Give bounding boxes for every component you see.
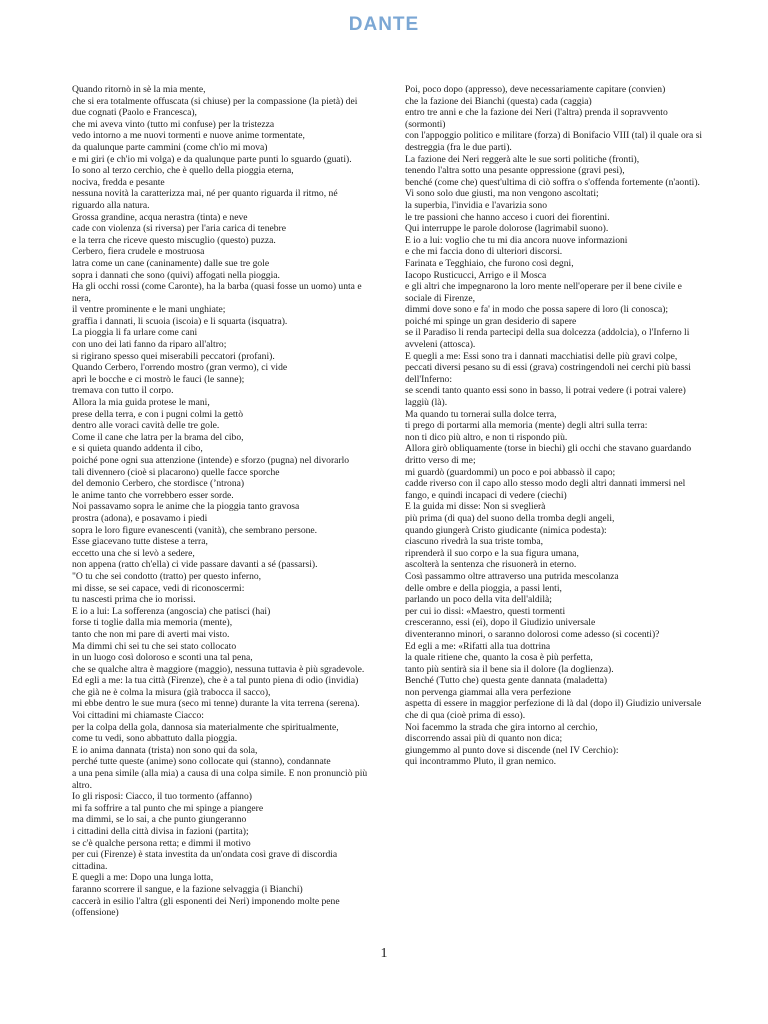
- verse-line: che se qualche altra è maggiore (maggio), nessuna tuttavia è più sgradevole.: [72, 663, 365, 675]
- verse-line: peccati diversi pesano su di essi (grava) costringendoli nei cerchi più bassi dell'Inferno:: [405, 362, 694, 385]
- verse-line: tenendo l'altra sotto una pesante oppressione (gravi pesi),: [405, 165, 625, 177]
- verse-line: se c'è qualche persona retta; e dimmi il motivo: [72, 837, 251, 849]
- verse-line: delle ombre e della pioggia, a passi lenti,: [405, 582, 562, 594]
- verse-line: le tre passioni che hanno acceso i cuori dei fiorentini.: [405, 211, 610, 223]
- verse-line: Farinata e Tegghiaio, che furono così degni,: [405, 257, 574, 269]
- verse-line: con l'appoggio politico e militare (forza) di Bonifacio VIII (tal) il quale ora si destreggia (fra le due parti).: [405, 130, 705, 153]
- verse-line: E io a lui: voglio che tu mi dia ancora nuove informazioni: [405, 234, 628, 246]
- verse-line: giungemmo al punto dove si discende (nel IV Cerchio):: [405, 744, 619, 756]
- verse-line: Così passammo oltre attraverso una putrida mescolanza: [405, 570, 619, 582]
- verse-line: se scendi tanto quanto essi sono in basso, li potrai vedere (i potrai valere) laggiù (là).: [405, 385, 689, 409]
- verse-line: Quando Cerbero, l'orrendo mostro (gran vermo), ci vide: [72, 362, 288, 374]
- verse-line: da qualunque parte cammini (come ch'io mi mova): [72, 141, 268, 153]
- verse-line: La pioggia li fa urlare come cani: [72, 327, 198, 339]
- verse-line: Noi passavamo sopra le anime che la pioggia tanto gravosa: [72, 501, 300, 513]
- verse-line: Io sono al terzo cerchio, che è quello della pioggia eterna,: [72, 165, 294, 177]
- verse-line: Ma quando tu tornerai sulla dolce terra,: [405, 408, 557, 420]
- verse-line: in un luogo così doloroso e sconti una tal pena,: [72, 652, 253, 664]
- verse-line: tanto più sentirà sia il bene sia il dolore (la doglienza).: [405, 663, 614, 675]
- verse-line: prese della terra, e con i pugni colmi la gettò: [72, 408, 244, 420]
- verse-line: dentro alle voraci cavità delle tre gole.: [72, 420, 220, 432]
- verse-line: cade con violenza (si riversa) per l'aria carica di tenebre: [72, 223, 286, 235]
- verse-line: Vi sono solo due giusti, ma non vengono ascoltati;: [405, 188, 599, 200]
- verse-line: parlando un poco della vita dell'aldilà;: [405, 594, 552, 606]
- verse-line: che già ne è colma la misura (già trabocca il sacco),: [72, 686, 271, 698]
- verse-line: e mi giri (e ch'io mi volga) e da qualunque parte punti lo sguardo (guati).: [72, 153, 352, 165]
- left-text-column: [72, 84, 370, 919]
- verse-line: Ed egli a me: «Rifatti alla tua dottrina: [405, 640, 551, 652]
- verse-line: non appena (ratto ch'ella) ci vide passare davanti a sé (passarsi).: [72, 559, 318, 571]
- verse-line: benché (come che) quest'ultima di ciò soffra o s'offenda fortemente (n'aonti).: [405, 176, 700, 188]
- right-text-column: [405, 84, 703, 768]
- verse-line: E io anima dannata (trista) non sono qui da sola,: [72, 744, 258, 756]
- verse-line: eccetto una che si levò a sedere,: [72, 547, 195, 559]
- verse-line: mi ebbe dentro le sue mura (seco mi tenne) durante la vita terrena (serena).: [72, 698, 360, 710]
- verse-line: Cerbero, fiera crudele e mostruosa: [72, 246, 205, 258]
- verse-line: Quando ritornò in sè la mia mente,: [72, 84, 206, 95]
- verse-line: aspetta di essere in maggior perfezione di là dal (dopo il) Giudizio universale che di qua (cioè prima di esso).: [405, 698, 704, 722]
- verse-line: caccerà in esilio l'altra (gli esponenti dei Neri) imponendo molte pene (offensione): [72, 895, 342, 919]
- verse-line: con uno dei lati fanno da riparo all'altro;: [72, 339, 227, 351]
- verse-line: nociva, fredda e pesante: [72, 176, 165, 188]
- verse-line: entro tre anni e che la fazione dei Neri (l'altra) prenda il sopravvento (sormonti): [405, 107, 671, 130]
- verse-line: a una pena simile (alla mia) a causa di una colpa simile. E non pronunciò più altro.: [72, 768, 370, 791]
- verse-line: Ma dimmi chi sei tu che sei stato collocato: [72, 640, 237, 652]
- verse-line: tali divennero (cioè si placarono) quelle facce sporche: [72, 466, 280, 478]
- verse-line: Voi cittadini mi chiamaste Ciacco:: [72, 710, 204, 722]
- verse-line: Benché (Tutto che) questa gente dannata (maladetta): [405, 675, 608, 687]
- verse-line: più prima (di qua) del suono della tromba degli angeli,: [405, 512, 615, 524]
- verse-line: e si quieta quando addenta il cibo,: [72, 443, 203, 455]
- verse-line: per cui (Firenze) è stata investita da un'ondata così grave di discordia cittadina.: [72, 849, 340, 872]
- verse-line: tu nascesti prima che io morissi.: [72, 594, 196, 606]
- verse-line: Allora girò obliquamente (torse in biechi) gli occhi che stavano guardando dritto verso di me;: [405, 443, 694, 466]
- verse-line: graffia i dannati, li scuoia (iscoia) e li squarta (isquatra).: [72, 315, 288, 327]
- verse-line: diventeranno minori, o saranno dolorosi come adesso (sì cocenti)?: [405, 628, 660, 640]
- verse-line: cadde riverso con il capo allo stesso modo degli altri dannati immersi nel fango, e quindi incapaci di vedere (ciechi): [405, 478, 688, 501]
- verse-line: discorrendo assai più di quanto non dica;: [405, 733, 563, 745]
- verse-line: Allora la mia guida protese le mani,: [72, 397, 210, 409]
- verse-line: Qui interruppe le parole dolorose (lagrimabil suono).: [405, 223, 609, 235]
- verse-line: aprì le bocche e ci mostrò le fauci (le sanne);: [72, 373, 245, 385]
- verse-line: Noi facemmo la strada che gira intorno al cerchio,: [405, 721, 598, 733]
- verse-line: la quale ritiene che, quanto la cosa è più perfetta,: [405, 652, 593, 664]
- verse-line: ma dimmi, se lo sai, a che punto giungeranno: [72, 814, 247, 826]
- verse-line: riprenderà il suo corpo e la sua figura umana,: [405, 547, 579, 559]
- verse-line: prostra (adona), e posavamo i piedi: [72, 512, 208, 524]
- verse-line: e la terra che riceve questo miscuglio (questo) puzza.: [72, 234, 276, 246]
- verse-line: qui incontrammo Pluto, il gran nemico.: [405, 756, 557, 768]
- verse-line: per la colpa della gola, dannosa sia materialmente che spiritualmente,: [72, 721, 339, 733]
- verse-line: Iacopo Rusticucci, Arrigo e il Mosca: [405, 269, 547, 281]
- verse-line: Io gli risposi: Ciacco, il tuo tormento (affanno): [72, 791, 252, 803]
- verse-line: che mi aveva vinto (tutto mi confuse) per la tristezza: [72, 118, 275, 130]
- verse-line: come tu vedi, sono abbattuto dalla pioggia.: [72, 733, 238, 745]
- page-number: 1: [380, 946, 388, 961]
- verse-line: vedo intorno a me nuovi tormenti e nuove anime tormentate,: [72, 130, 305, 142]
- verse-line: ascolterà la sentenza che risuonerà in eterno.: [405, 559, 577, 571]
- verse-line: che la fazione dei Bianchi (questa) cada (caggia): [405, 95, 592, 107]
- verse-line: la superbia, l'invidia e l'avarizia sono: [405, 199, 547, 211]
- verse-line: E quegli a me: Essi sono tra i dannati macchiatisi delle più gravi colpe,: [405, 350, 678, 362]
- verse-line: le anime tanto che vorrebbero esser sorde.: [72, 489, 234, 501]
- verse-line: mi fa soffrire a tal punto che mi spinge a piangere: [72, 802, 264, 814]
- verse-line: dimmi dove sono e fa' in modo che possa sapere di loro (li conosca);: [405, 304, 669, 316]
- verse-line: sopra i dannati che sono (quivi) affogati nella pioggia.: [72, 269, 280, 281]
- document-title: DANTE: [348, 14, 420, 35]
- verse-line: E la guida mi disse: Non si sveglierà: [405, 501, 546, 513]
- verse-line: per cui io dissi: «Maestro, questi tormenti: [405, 605, 566, 617]
- verse-line: Poi, poco dopo (appresso), deve necessariamente capitare (convien): [405, 84, 666, 95]
- verse-line: ti prego di portarmi alla memoria (mente) degli altri sulla terra:: [405, 420, 648, 432]
- verse-line: Grossa grandine, acqua nerastra (tinta) e neve: [72, 211, 248, 223]
- verse-line: del demonio Cerbero, che stordisce (’ntrona): [72, 478, 245, 490]
- verse-line: sopra le loro figure evanescenti (vanità), che sembrano persone.: [72, 524, 318, 536]
- verse-line: tremava con tutto il corpo.: [72, 385, 174, 397]
- verse-line: e che mi faccia dono di ulteriori discorsi.: [405, 246, 563, 258]
- verse-line: il ventre prominente e le mani unghiate;: [72, 304, 226, 316]
- verse-line: quando giungerà Cristo giudicante (nimica podesta):: [405, 524, 607, 536]
- verse-line: E quegli a me: Dopo una lunga lotta,: [72, 872, 214, 884]
- verse-line: e gli altri che impegnarono la loro mente nell'operare per il bene civile e sociale di Firenze,: [405, 281, 685, 304]
- verse-line: perché tutte queste (anime) sono collocate qui (stanno), condannate: [72, 756, 331, 768]
- verse-line: cresceranno, essi (ei), dopo il Giudizio universale: [405, 617, 596, 629]
- verse-line: forse ti toglie dalla mia memoria (mente),: [72, 617, 233, 629]
- verse-line: Esse giacevano tutte distese a terra,: [72, 536, 208, 548]
- verse-line: non ti dico più altro, e non ti rispondo più.: [405, 431, 568, 443]
- verse-line: se il Paradiso li renda partecipi della sua dolcezza (addolcia), o l'Inferno li avveleni (attosca).: [405, 327, 692, 351]
- verse-line: poiché mi spinge un gran desiderio di sapere: [405, 315, 577, 327]
- verse-line: latra come un cane (caninamente) dalle sue tre gole: [72, 257, 270, 269]
- verse-line: "O tu che sei condotto (tratto) per questo inferno,: [72, 570, 262, 582]
- verse-line: si rigirano spesso quei miserabili peccatori (profani).: [72, 350, 275, 362]
- verse-line: E io a lui: La sofferenza (angoscia) che patisci (hai): [72, 605, 271, 617]
- verse-line: mi disse, se sei capace, vedi di riconoscermi:: [72, 582, 245, 594]
- verse-line: La fazione dei Neri reggerà alte le sue sorti politiche (fronti),: [405, 153, 640, 165]
- verse-line: tanto che non mi pare di averti mai visto.: [72, 628, 230, 640]
- verse-line: Come il cane che latra per la brama del cibo,: [72, 431, 244, 443]
- verse-line: Ha gli occhi rossi (come Caronte), ha la barba (quasi fosse un uomo) unta e nera,: [72, 281, 364, 304]
- verse-line: ciascuno rivedrà la sua triste tomba,: [405, 536, 543, 548]
- verse-line: poiché pone ogni sua attenzione (intende) e sforzo (pugna) nel divorarlo: [72, 455, 350, 466]
- verse-line: nessuna novità la caratterizza mai, né per quanto riguarda il ritmo, né riguardo alla natura.: [72, 188, 340, 211]
- verse-line: mi guardò (guardommi) un poco e poi abbassò il capo;: [405, 466, 616, 478]
- verse-line: non pervenga giammai alla vera perfezione: [405, 686, 571, 698]
- verse-line: che si era totalmente offuscata (si chiuse) per la compassione (la pietà) dei due cognati (Paolo e Francesca),: [72, 95, 360, 119]
- verse-line: faranno scorrere il sangue, e la fazione selvaggia (i Bianchi): [72, 883, 303, 895]
- verse-line: Ed egli a me: la tua città (Firenze), che è a tal punto piena di odio (invidia): [72, 675, 359, 687]
- verse-line: i cittadini della città divisa in fazioni (partita);: [72, 826, 249, 837]
